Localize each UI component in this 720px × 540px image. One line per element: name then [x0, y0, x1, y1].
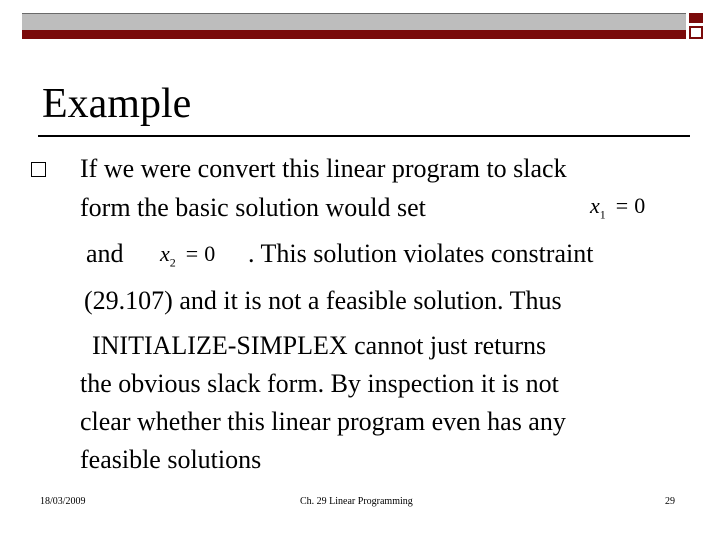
math-equals: = — [185, 241, 199, 266]
header-gray-bar — [22, 13, 686, 30]
slide-title: Example — [42, 81, 192, 127]
footer-course: Ch. 29 Linear Programming — [300, 496, 413, 507]
equation-x1-zero — [590, 193, 645, 222]
footer-page-number: 29 — [665, 496, 675, 507]
equation-x2-zero — [160, 241, 215, 270]
body-line-3: and — [86, 239, 124, 268]
math-subscript: 2 — [169, 255, 176, 270]
math-var: x — [160, 241, 170, 266]
math-zero: 0 — [634, 193, 646, 218]
body-line-9: feasible solutions — [80, 445, 262, 474]
math-subscript: 1 — [599, 207, 606, 222]
math-var: x — [590, 193, 600, 218]
header-red-bar — [22, 30, 686, 39]
body-line-8: clear whether this linear program even has any — [80, 407, 566, 436]
body-line-6: INITIALIZE-SIMPLEX cannot just returns — [92, 331, 547, 360]
body-line-5: (29.107) and it is not a feasible solution. Thus — [84, 286, 562, 315]
header-square-outline — [689, 26, 703, 39]
footer-date: 18/03/2009 — [40, 496, 86, 507]
header-square-top — [689, 13, 703, 23]
math-equals: = — [615, 193, 629, 218]
body-line-2: form the basic solution would set — [80, 193, 426, 222]
math-zero: 0 — [204, 241, 216, 266]
body-line-1: If we were convert this linear program to slack — [80, 154, 567, 183]
title-divider — [38, 135, 690, 137]
body-line-4: . This solution violates constraint — [248, 239, 594, 268]
body-line-7: the obvious slack form. By inspection it is not — [80, 369, 559, 398]
square-bullet-icon — [31, 162, 46, 177]
